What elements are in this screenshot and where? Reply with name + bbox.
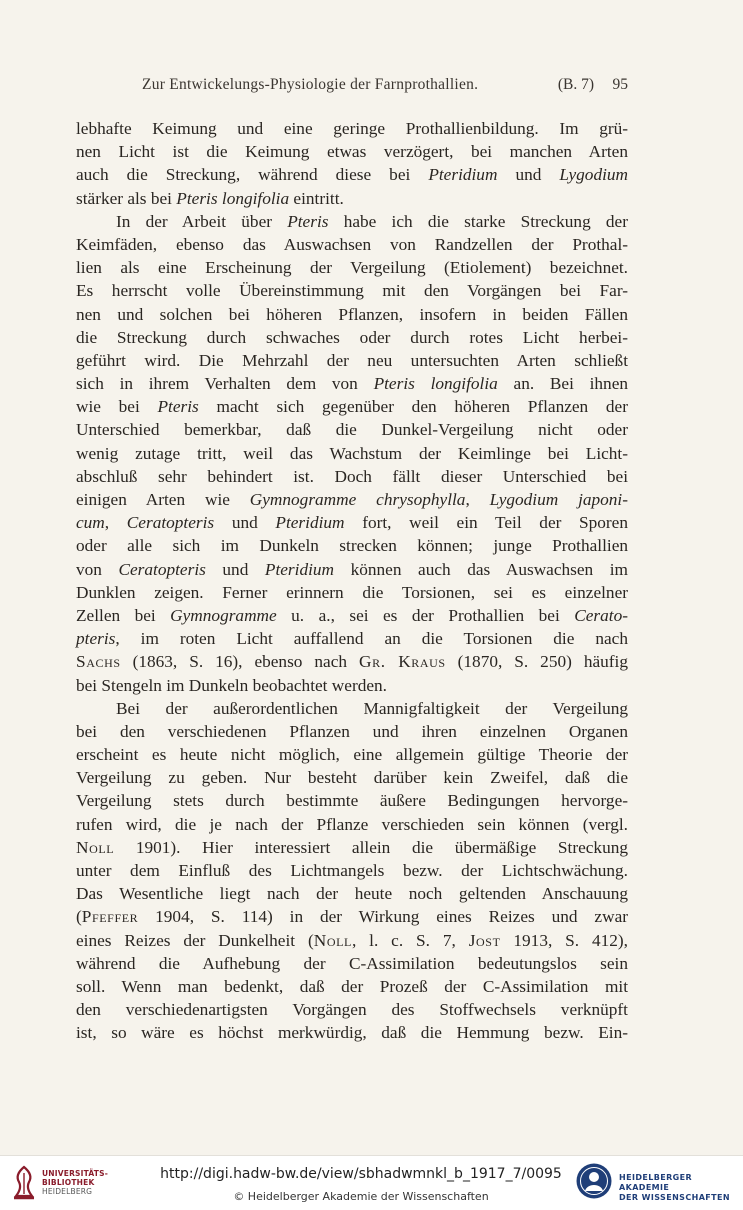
text-line: oder alle sich im Dunkeln strecken können; junge Prothallien [76,536,628,556]
text-line: Keimfäden, ebenso das Auswachsen von Randzellen der Prothal- [76,234,628,254]
permalink-url[interactable]: http://digi.hadw-bw.de/view/sbhadwmnkl_b_1917_7/0095 [160,1166,562,1182]
page-number: 95 [612,76,628,93]
text-line: Zellen bei Gymnogramme u. a., sei es der Prothallien bei Cerato- [76,605,628,625]
body-text [76,117,628,1045]
text-line: stärker als bei Pteris longifolia eintritt. [76,188,344,208]
text-line: pteris, im roten Licht auffallend an die Torsionen die nach [76,629,628,649]
text-line: unter dem Einfluß des Lichtmangels bezw. der Lichtschwächung. [76,861,628,880]
university-library-logo-icon [8,1164,40,1202]
university-library-name: UNIVERSITÄTS- BIBLIOTHEK HEIDELBERG [42,1169,109,1196]
text-line: nen und solchen bei höheren Pflanzen, insofern in beiden Fällen [76,304,628,324]
text-line: eines Reizes der Dunkelheit (Noll, l. c. S. 7, Jost 1913, S. 412), [76,930,628,950]
running-title: Zur Entwickelungs-Physiologie der Farnprothallien. [142,76,479,93]
academy-name: HEIDELBERGER AKADEMIE DER WISSENSCHAFTEN [619,1173,730,1202]
text-line: In der Arbeit über Pteris habe ich die starke Streckung der [116,211,628,231]
copyright-notice: © Heidelberger Akademie der Wissenschaften [233,1190,489,1203]
text-line: Vergeilung zu geben. Nur besteht darüber kein Zweifel, daß die [76,768,628,788]
text-line: ist, so wäre es höchst merkwürdig, daß die Hemmung bezw. Ein- [76,1023,628,1043]
text-line: abschluß sehr behindert ist. Doch fällt dieser Unterschied bei [76,466,628,486]
text-line: Vergeilung stets durch bestimmte äußere Bedingungen hervorge- [76,791,628,811]
text-line: die Streckung durch schwaches oder durch rotes Licht herbei- [76,327,628,347]
text-line: soll. Wenn man bedenkt, daß der Prozeß der C-Assimilation mit [76,976,628,996]
text-line: Noll 1901). Hier interessiert allein die übermäßige Streckung [76,837,628,857]
text-line: wenig zutage tritt, weil das Wachstum der Keimlinge bei Licht- [76,443,628,463]
text-line: erscheint es heute nicht möglich, eine allgemein gültige Theorie der [76,745,628,765]
text-line: rufen wird, die je nach der Pflanze verschieden sein können (vergl. [76,814,628,834]
text-line: den verschiedenartigsten Vorgängen des Stoffwechsels verknüpft [76,1000,628,1020]
text-line: einigen Arten wie Gymnogramme chrysophylla, Lygodium japoni- [76,490,628,509]
academy-seal-icon [575,1162,613,1200]
text-line: lebhafte Keimung und eine geringe Prothallienbildung. Im grü- [76,119,628,138]
text-line: von Ceratopteris und Pteridium können auch das Auswachsen im [76,559,628,579]
volume-reference: (B. 7) [557,76,594,93]
text-line: nen Licht ist die Keimung etwas verzögert, bei manchen Arten [76,142,628,162]
text-line: bei den verschiedenen Pflanzen und ihren einzelnen Organen [76,721,628,741]
text-line: wie bei Pteris macht sich gegenüber den höheren Pflanzen der [76,397,628,417]
text-line: Unterschied bemerkbar, daß die Dunkel-Vergeilung nicht oder [76,420,628,440]
text-line: Bei der außerordentlichen Mannigfaltigkeit der Vergeilung [116,698,628,718]
text-line: bei Stengeln im Dunkeln beobachtet werden. [76,675,387,695]
text-line: auch die Streckung, während diese bei Pteridium und Lygodium [76,165,629,185]
text-line: Sachs (1863, S. 16), ebenso nach Gr. Kraus (1870, S. 250) häufig [76,652,628,672]
text-line: lien als eine Erscheinung der Vergeilung (Etiolement) bezeichnet. [76,258,628,278]
text-line: während die Aufhebung der C-Assimilation bedeutungslos sein [76,953,628,973]
text-line: Das Wesentliche liegt nach der heute noch geltenden Anschauung [76,884,628,904]
text-line: (Pfeffer 1904, S. 114) in der Wirkung eines Reizes und zwar [76,907,628,927]
footer-bar [0,1155,743,1210]
text-line: sich in ihrem Verhalten dem von Pteris longifolia an. Bei ihnen [76,374,629,394]
running-head [76,76,628,98]
text-line: geführt wird. Die Mehrzahl der neu untersuchten Arten schließt [76,350,628,370]
text-line: cum, Ceratopteris und Pteridium fort, weil ein Teil der Sporen [76,513,628,533]
text-line: Es herrscht volle Übereinstimmung mit den Vorgängen bei Far- [76,281,628,301]
text-line: Dunklen zeigen. Ferner erinnern die Torsionen, sei es einzelner [76,582,628,602]
